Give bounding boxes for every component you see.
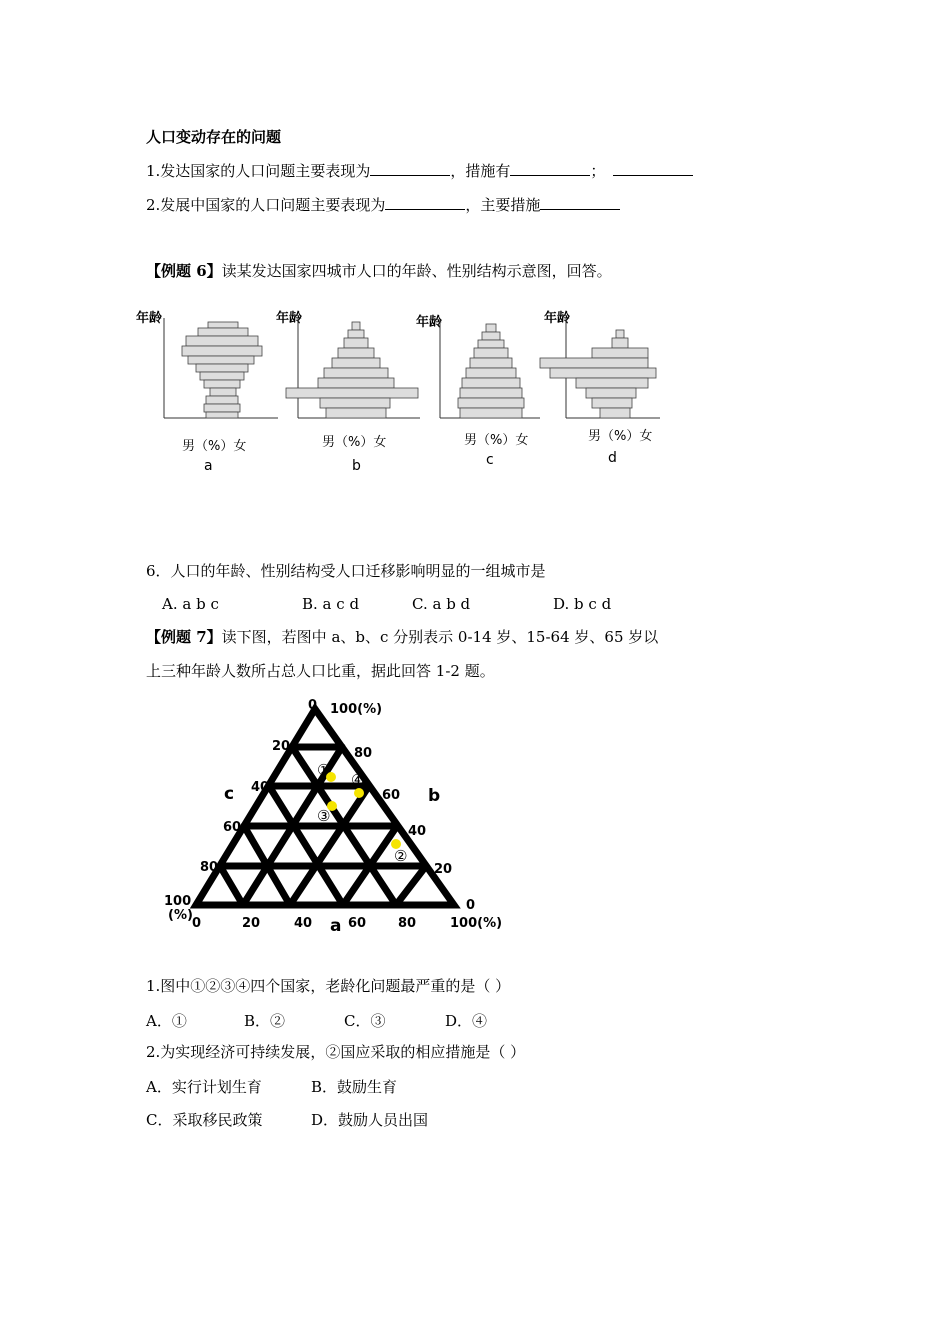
tq1-option-a[interactable]: A．① [146, 1012, 187, 1030]
example-7-tag: 【例题 7】 [146, 628, 222, 646]
q6-option-d[interactable]: D. b c d [553, 595, 612, 613]
example-6-heading [146, 261, 612, 281]
point-label-1: ① [317, 761, 331, 779]
answer-blank[interactable] [510, 161, 590, 176]
pyramid-letter-c: c [486, 452, 494, 468]
point-label-2: ② [394, 847, 408, 865]
q6-option-a[interactable]: A. a b c [162, 595, 219, 613]
question-2-prefix: 2.发展中国家的人口问题主要表现为 [146, 196, 386, 214]
axis-label-c: c [224, 784, 235, 804]
pyramid-age-label: 年龄 [136, 311, 163, 326]
pyramid-axis-label: 男（%）女 [588, 429, 653, 444]
q6-option-b[interactable]: B. a c d [302, 595, 360, 613]
bottom-tick-60: 60 [348, 916, 367, 931]
right-tick-20: 20 [434, 862, 453, 877]
pyramid-d [540, 310, 660, 466]
triangle-top-hundred: 100(%) [330, 702, 383, 717]
pyramid-axis-label: 男（%）女 [322, 435, 387, 450]
pyramid-a [136, 310, 278, 474]
pyramid-letter-d: d [608, 450, 617, 466]
ternary-triangle-diagram [160, 695, 520, 940]
question-1-prefix: 1.发达国家的人口问题主要表现为 [146, 162, 371, 180]
right-tick-60: 60 [382, 788, 401, 803]
point-label-3: ③ [317, 807, 331, 825]
pyramid-letter-b: b [352, 458, 361, 474]
triangle-top-zero: 0 [308, 698, 318, 713]
pyramid-axis-label: 男（%）女 [182, 439, 247, 454]
left-hundred: 100 [164, 894, 192, 909]
right-zero: 0 [466, 898, 476, 913]
right-tick-40: 40 [408, 824, 427, 839]
question-2-line [146, 195, 620, 215]
axis-label-a: a [330, 916, 342, 936]
pyramid-letter-a: a [204, 458, 213, 474]
question-1-mid: ，措施有 [450, 162, 511, 180]
point-label-4: ④ [351, 771, 365, 789]
triangle-question-1-stem: 1.图中①②③④四个国家，老龄化问题最严重的是（ ） [146, 977, 511, 995]
tq2-option-c[interactable]: C．采取移民政策 [146, 1111, 263, 1129]
example-6-text: 读某发达国家四城市人口的年龄、性别结构示意图，回答。 [221, 262, 612, 280]
bottom-tick-40: 40 [294, 916, 313, 931]
answer-blank[interactable] [385, 195, 465, 210]
tq1-option-d[interactable]: D．④ [445, 1012, 488, 1030]
example-7-text: 读下图，若图中 a、b、c 分别表示 0-14 岁、15-64 岁、65 岁以 [221, 628, 659, 646]
bottom-tick-20: 20 [242, 916, 261, 931]
left-tick-60: 60 [223, 820, 242, 835]
example-6-tag: 【例题 6】 [146, 262, 222, 280]
answer-blank[interactable] [613, 161, 693, 176]
left-tick-40: 40 [251, 780, 270, 795]
left-tick-80: 80 [200, 860, 219, 875]
question-1-line [146, 161, 693, 181]
example-7-line-2: 上三种年龄人数所占总人口比重，据此回答 1-2 题。 [146, 662, 495, 680]
tq1-option-b[interactable]: B．② [244, 1012, 286, 1030]
tq2-option-a[interactable]: A．实行计划生育 [146, 1078, 262, 1096]
answer-blank[interactable] [370, 161, 450, 176]
tq1-option-c[interactable]: C．③ [344, 1012, 386, 1030]
pyramid-age-label: 年龄 [276, 311, 303, 326]
question-1-sep: ； [590, 162, 606, 180]
example-7-line-1 [146, 627, 658, 647]
bottom-right-hundred: 100(%) [450, 916, 503, 931]
answer-blank[interactable] [540, 195, 620, 210]
left-tick-20: 20 [272, 739, 291, 754]
population-pyramids-figure [130, 300, 670, 480]
bottom-tick-80: 80 [398, 916, 417, 931]
right-tick-80: 80 [354, 746, 373, 761]
pyramid-age-label: 年龄 [416, 315, 443, 330]
left-hundred-percent: (%) [168, 908, 193, 923]
point-marker-4 [354, 788, 364, 798]
question-6-stem: 6．人口的年龄、性别结构受人口迁移影响明显的一组城市是 [146, 562, 546, 580]
triangle-question-2-stem: 2.为实现经济可持续发展，②国应采取的相应措施是（ ） [146, 1043, 526, 1061]
pyramid-b [276, 310, 420, 474]
bottom-left-zero: 0 [192, 916, 202, 931]
question-2-mid: ，主要措施 [465, 196, 541, 214]
pyramid-c [416, 314, 540, 468]
tq2-option-d[interactable]: D．鼓励人员出国 [311, 1111, 429, 1129]
pyramid-age-label: 年龄 [544, 311, 571, 326]
section-title: 人口变动存在的问题 [146, 128, 282, 146]
axis-label-b: b [428, 786, 441, 806]
tq2-option-b[interactable]: B．鼓励生育 [311, 1078, 398, 1096]
q6-option-c[interactable]: C. a b d [412, 595, 471, 613]
pyramid-axis-label: 男（%）女 [464, 433, 529, 448]
